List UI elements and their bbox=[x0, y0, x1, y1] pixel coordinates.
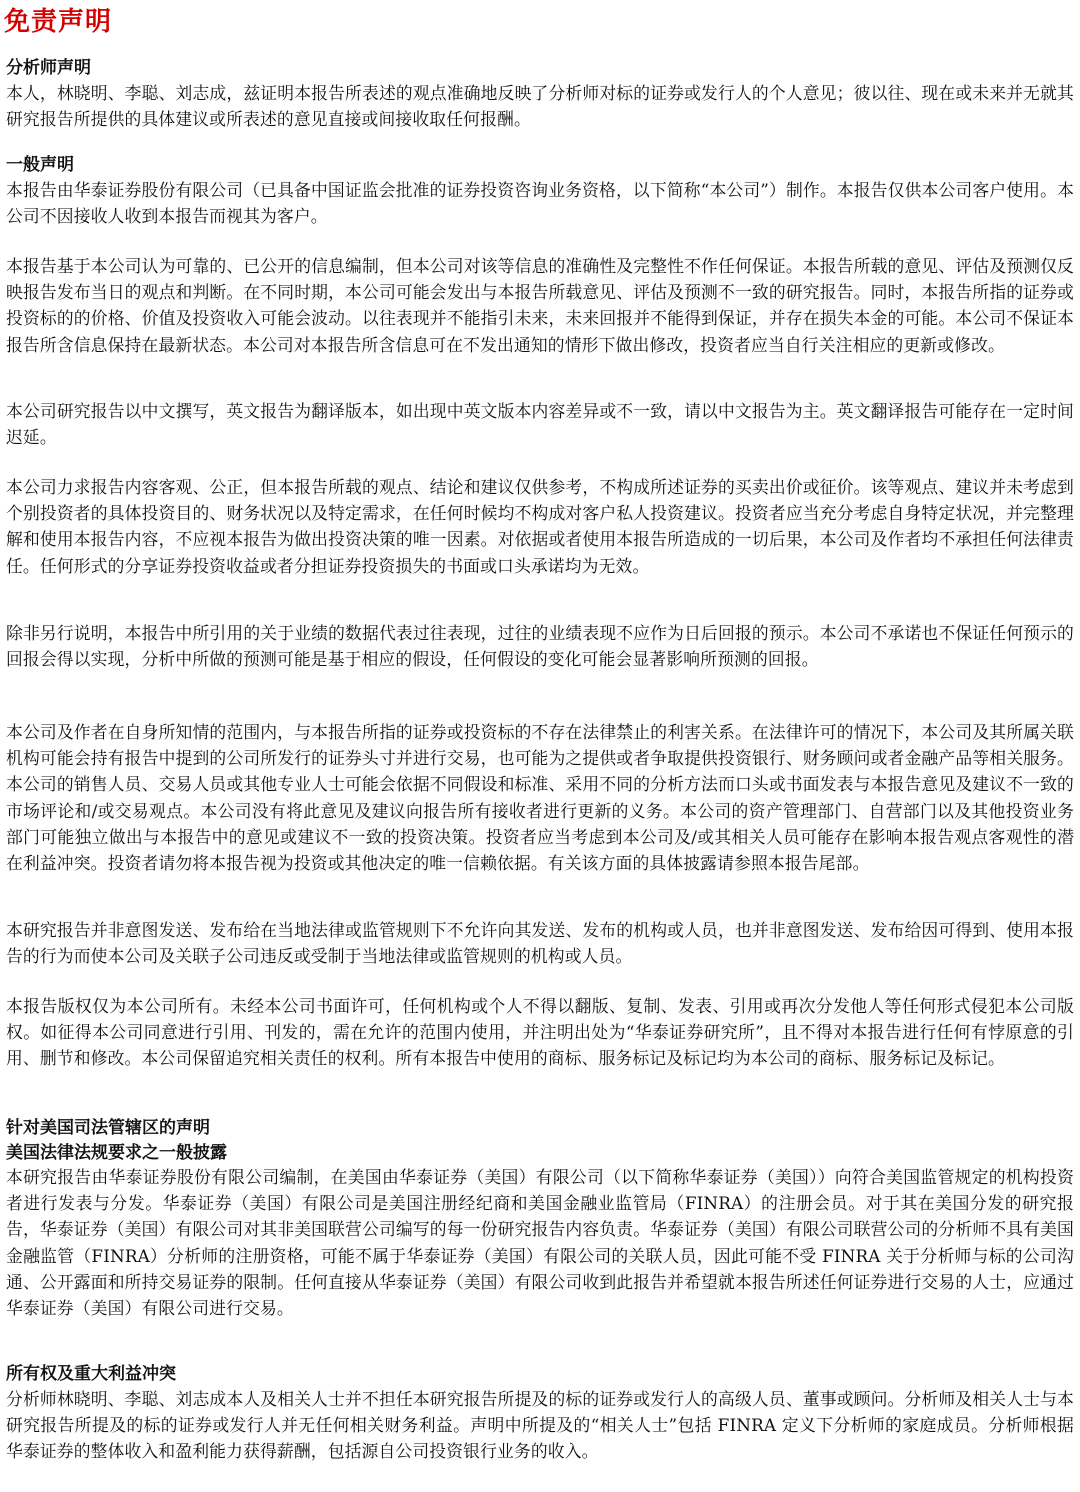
general-paragraph-7: 本研究报告并非意图发送、发布给在当地法律或监管规则下不允许向其发送、发布的机构或人员，也并非意图发送、发布给因可得到、使用本报告的行为而使本公司及关联子公司违反或受制于当地法律或监管规则的机构或人员。 bbox=[6, 920, 1074, 967]
us-disclosure-text: 本研究报告由华泰证券股份有限公司编制，在美国由华泰证券（美国）有限公司（以下简称华泰证券（美国））向符合美国监管规定的机构投资者进行发表与分发。华泰证券（美国）有限公司是美国注册经纪商和美国金融业监管局（FINRA）的注册会员。对于其在美国分发的研究报告，华泰证券（美国）有限公司对其非美国联营公司编写的每一份研究报告内容负责。华泰证券（美国）有限公司联营公司的分析师不具有美国金融监管（FINRA）分析师的注册资格，可能不属于华泰证券（美国）有限公司的关联人员，因此可能不受 FINRA 关于分析师与标的公司沟通、公开露面和所持交易证券的限制。任何直接从华泰证券（美国）有限公司收到此报告并希望就本报告所述任何证券进行交易的人士，应通过华泰证券（美国）有限公司进行交易。 bbox=[6, 1167, 1074, 1319]
general-paragraph-2: 本报告基于本公司认为可靠的、已公开的信息编制，但本公司对该等信息的准确性及完整性不作任何保证。本报告所载的意见、评估及预测仅反映报告发布当日的观点和判断。在不同时期，本公司可能会发出与本报告所载意见、评估及预测不一致的研究报告。同时，本报告所指的证券或投资标的的价格、价值及投资收入可能会波动。以往表现并不能指引未来，未来回报并不能得到保证，并存在损失本金的可能。本公司不保证本报告所含信息保持在最新状态。本公司对本报告所含信息可在不发出通知的情形下做出修改，投资者应当自行关注相应的更新或修改。 bbox=[6, 256, 1074, 355]
analyst-declaration-text: 本人，林晓明、李聪、刘志成，兹证明本报告所表述的观点准确地反映了分析师对标的证券或发行人的个人意见；彼以往、现在或未来并无就其研究报告所提供的具体建议或所表述的意见直接或间接收取任何报酬。 bbox=[6, 83, 1074, 130]
general-declaration-heading: 一般声明 bbox=[6, 155, 74, 175]
us-general-disclosure-subheading: 美国法律法规要求之一般披露 bbox=[6, 1143, 227, 1163]
ownership-conflict-text: 分析师林晓明、李聪、刘志成本人及相关人士并不担任本研究报告所提及的标的证券或发行人的高级人员、董事或顾问。分析师及相关人士与本研究报告所提及的标的证券或发行人并无任何相关财务利益。声明中所提及的“相关人士”包括 FINRA 定义下分析师的家庭成员。分析师根据华泰证券的整体收入和盈利能力获得薪酬，包括源自公司投资银行业务的收入。 bbox=[6, 1389, 1074, 1462]
ownership-conflict-heading: 所有权及重大利益冲突 bbox=[6, 1364, 176, 1384]
general-paragraph-8: 本报告版权仅为本公司所有。未经本公司书面许可，任何机构或个人不得以翻版、复制、发表、引用或再次分发他人等任何形式侵犯本公司版权。如征得本公司同意进行引用、刊发的，需在允许的范围内使用，并注明出处为“华泰证券研究所”，且不得对本报告进行任何有悖原意的引用、删节和修改。本公司保留追究相关责任的权利。所有本报告中使用的商标、服务标记及标记均为本公司的商标、服务标记及标记。 bbox=[6, 996, 1074, 1069]
general-paragraph-6: 本公司及作者在自身所知情的范围内，与本报告所指的证券或投资标的不存在法律禁止的利害关系。在法律许可的情况下，本公司及其所属关联机构可能会持有报告中提到的公司所发行的证券头寸并进行交易，也可能为之提供或者争取提供投资银行、财务顾问或者金融产品等相关服务。本公司的销售人员、交易人员或其他专业人士可能会依据不同假设和标准、采用不同的分析方法而口头或书面发表与本报告意见及建议不一致的市场评论和/或交易观点。本公司没有将此意见及建议向报告所有接收者进行更新的义务。本公司的资产管理部门、自营部门以及其他投资业务部门可能独立做出与本报告中的意见或建议不一致的投资决策。投资者应当考虑到本公司及/或其相关人员可能存在影响本报告观点客观性的潜在利益冲突。投资者请勿将本报告视为投资或其他决定的唯一信赖依据。有关该方面的具体披露请参照本报告尾部。 bbox=[6, 722, 1074, 874]
page-title: 免责声明 bbox=[4, 7, 113, 37]
general-paragraph-4: 本公司力求报告内容客观、公正，但本报告所载的观点、结论和建议仅供参考，不构成所述证券的买卖出价或征价。该等观点、建议并未考虑到个别投资者的具体投资目的、财务状况以及特定需求，在任何时候均不构成对客户私人投资建议。投资者应当充分考虑自身特定状况，并完整理解和使用本报告内容，不应视本报告为做出投资决策的唯一因素。对依据或者使用本报告所造成的一切后果，本公司及作者均不承担任何法律责任。任何形式的分享证券投资收益或者分担证券投资损失的书面或口头承诺均为无效。 bbox=[6, 477, 1074, 576]
general-paragraph-3: 本公司研究报告以中文撰写，英文报告为翻译版本，如出现中英文版本内容差异或不一致，请以中文报告为主。英文翻译报告可能存在一定时间迟延。 bbox=[6, 401, 1074, 448]
general-paragraph-5: 除非另行说明，本报告中所引用的关于业绩的数据代表过往表现，过往的业绩表现不应作为日后回报的预示。本公司不承诺也不保证任何预示的回报会得以实现，分析中所做的预测可能是基于相应的假设，任何假设的变化可能会显著影响所预测的回报。 bbox=[6, 623, 1074, 670]
analyst-declaration-heading: 分析师声明 bbox=[6, 58, 91, 78]
us-jurisdiction-heading: 针对美国司法管辖区的声明 bbox=[6, 1118, 210, 1138]
general-paragraph-1: 本报告由华泰证券股份有限公司（已具备中国证监会批准的证券投资咨询业务资格，以下简称“本公司”）制作。本报告仅供本公司客户使用。本公司不因接收人收到本报告而视其为客户。 bbox=[6, 180, 1074, 227]
